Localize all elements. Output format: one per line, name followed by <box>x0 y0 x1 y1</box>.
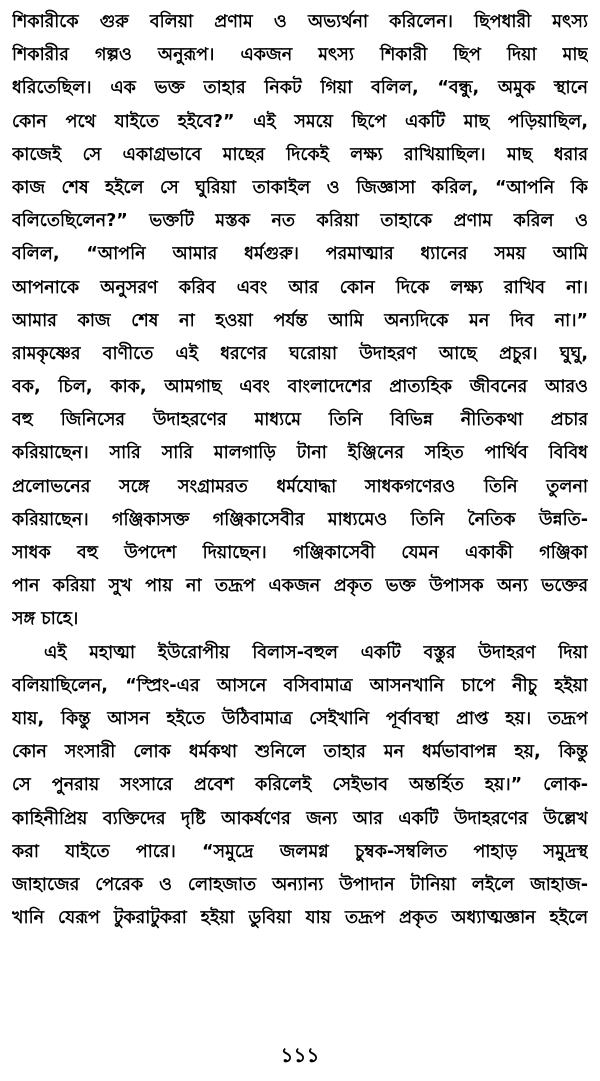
paragraph-2 <box>12 637 588 936</box>
text-line: পান করিয়া সুখ পায় না তদ্রূপ একজন প্রকৃত ভক্ত উপাসক অন্য ভক্তের <box>12 576 588 597</box>
text-line: বলিল, “আপনি আমার ধর্মগুরু। পরমাত্মার ধ্যানের সময় আমি <box>12 244 588 265</box>
text-line: বলিতেছিলেন?” ভক্তটি মস্তক নত করিয়া তাহাকে প্রণাম করিল ও <box>12 211 588 232</box>
text-line: কোন পথে যাইতে হইবে?” এই সময়ে ছিপে একটি মাছ পড়িয়াছিল, <box>12 111 588 132</box>
text-line: শিকারীকে গুরু বলিয়া প্রণাম ও অভ্যর্থনা করিলেন। ছিপধারী মৎস্য <box>12 12 588 32</box>
text-line: আমার কাজ শেষ না হওয়া পর্যন্ত আমি অন্যদিকে মন দিব না।” <box>12 310 588 331</box>
text-line: কোন সংসারী লোক ধর্মকথা শুনিলে তাহার মন ধর্মভাবাপন্ন হয়, কিন্তু <box>12 742 588 763</box>
text-line: কাজেই সে একাগ্রভাবে মাছের দিকেই লক্ষ্য রাখিয়াছিল। মাছ ধরার <box>12 144 588 165</box>
text-line: খানি যেরূপ টুকরাটুকরা হইয়া ডুবিয়া যায় তদ্রূপ প্রকৃত অধ্যাত্মজ্ঞান হইলে <box>12 908 588 929</box>
text-line: এই মহাত্মা ইউরোপীয় বিলাস-বহুল একটি বস্তুর উদাহরণ দিয়া <box>44 642 588 663</box>
text-line: সাধক বহু উপদেশ দিয়াছেন। গঞ্জিকাসেবী যেমন একাকী গঞ্জিকা <box>12 543 588 563</box>
page-number: ১১১ <box>280 1043 320 1067</box>
text-line: করিয়াছেন। গঞ্জিকাসক্ত গঞ্জিকাসেবীর মাধ্যমেও তিনি নৈতিক উন্নতি- <box>12 509 588 530</box>
text-line: বলিয়াছিলেন, “স্প্রিং-এর আসনে বসিবামাত্র আসনখানি চাপে নীচু হইয়া <box>12 675 588 696</box>
text-line: করা যাইতে পারে। “সমুদ্রে জলমগ্ন চুম্বক-সম্বলিত পাহাড় সমুদ্রস্থ <box>12 841 588 862</box>
text-line: যায়, কিন্তু আসন হইতে উঠিবামাত্র সেইখানি পূর্বাবস্থা প্রাপ্ত হয়। তদ্রূপ <box>12 708 588 729</box>
text-line: বক, চিল, কাক, আমগাছ এবং বাংলাদেশের প্রাত্যহিক জীবনের আরও <box>12 377 588 398</box>
body-text <box>12 6 588 935</box>
text-line: করিয়াছেন। সারি সারি মালগাড়ি টানা ইঞ্জিনের সহিত পার্থিব বিবিধ <box>12 443 588 464</box>
text-line: শিকারীর গল্পও অনুরূপ। একজন মৎস্য শিকারী ছিপ দিয়া মাছ <box>12 45 588 66</box>
text-line: সঙ্গ চাহে। <box>12 609 79 630</box>
text-line: জাহাজের পেরেক ও লোহজাত অন্যান্য উপাদান টানিয়া লইলে জাহাজ- <box>12 874 588 895</box>
text-line: সে পুনরায় সংসারে প্রবেশ করিলেই সেইভাব অন্তর্হিত হয়।” লোক- <box>12 775 588 796</box>
text-line: রামকৃষ্ণের বাণীতে এই ধরণের ঘরোয়া উদাহরণ আছে প্রচুর। ঘুঘু, <box>12 343 588 364</box>
text-line: আপনাকে অনুসরণ করিব এবং আর কোন দিকে লক্ষ্য রাখিব না। <box>12 277 588 298</box>
text-line: কাজ শেষ হইলে সে ঘুরিয়া তাকাইল ও জিজ্ঞাসা করিল, “আপনি কি <box>12 177 588 198</box>
text-line: বহু জিনিসের উদাহরণের মাধ্যমে তিনি বিভিন্ন নীতিকথা প্রচার <box>12 410 588 431</box>
text-line: ধরিতেছিল। এক ভক্ত তাহার নিকট গিয়া বলিল, “বন্ধু, অমুক স্থানে <box>12 78 588 99</box>
text-line: প্রলোভনের সঙ্গে সংগ্রামরত ধর্মযোদ্ধা সাধকগণেরও তিনি তুলনা <box>12 476 588 497</box>
paragraph-1 <box>12 6 588 637</box>
text-line: কাহিনীপ্রিয় ব্যক্তিদের দৃষ্টি আকর্ষণের জন্য আর একটি উদাহরণের উল্লেখ <box>12 808 588 829</box>
